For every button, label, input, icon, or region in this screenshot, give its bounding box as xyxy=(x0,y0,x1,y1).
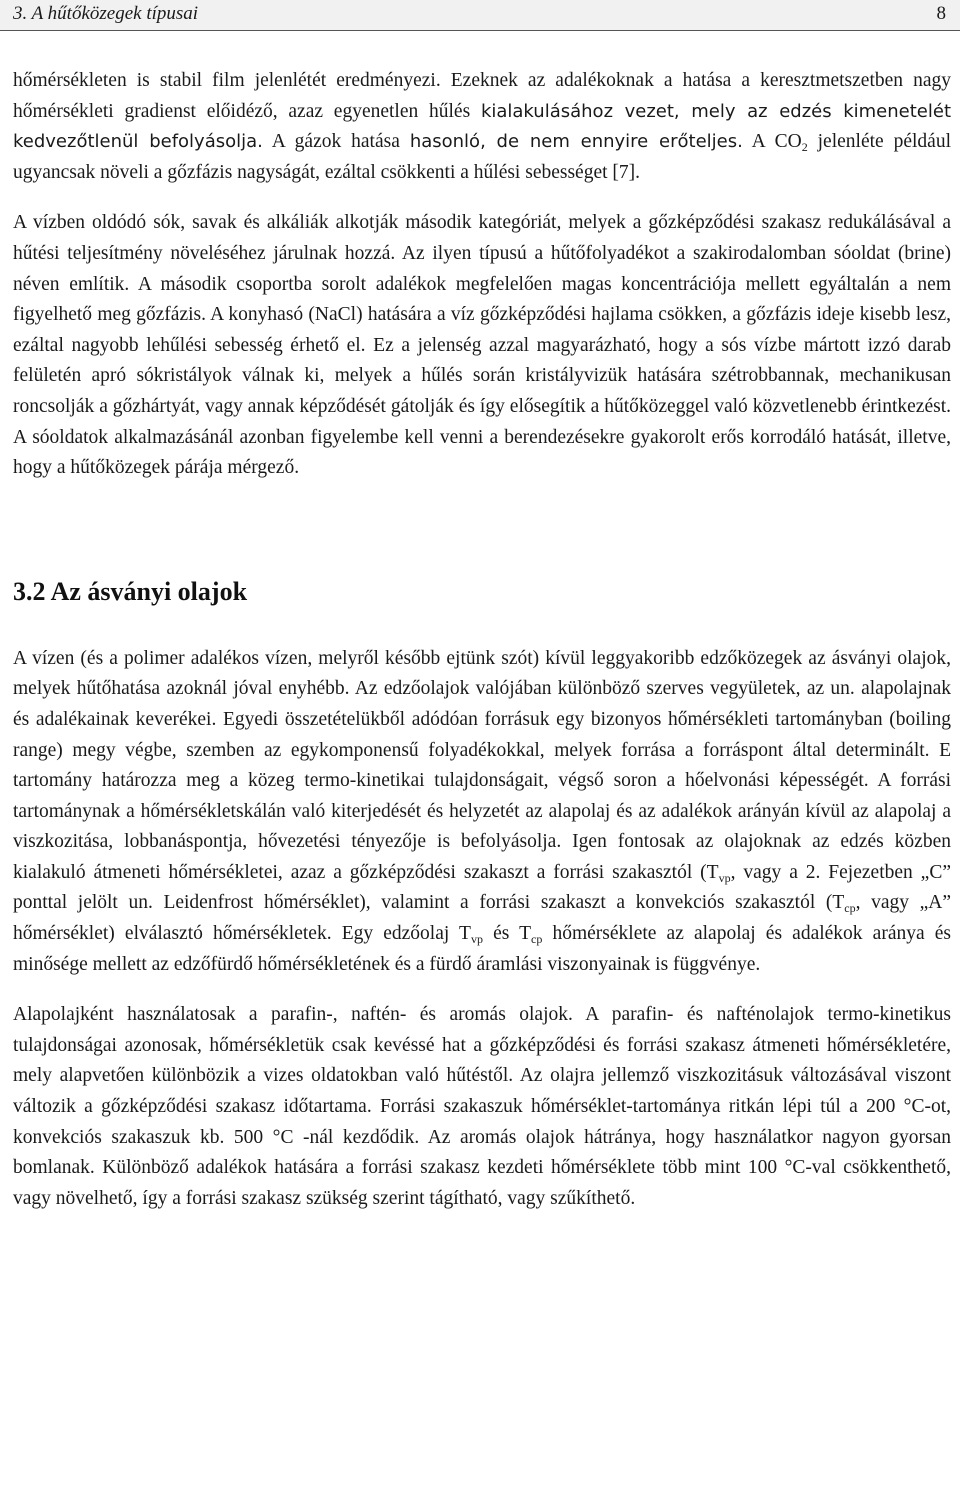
paragraph-3-part-3: , vagy „A” hőmérséklet) elválasztó hőmérsékletek. Egy edzőolaj T xyxy=(13,892,951,945)
paragraph-1-part-5: A CO xyxy=(742,131,802,153)
tvp-subscript-2: vp xyxy=(470,932,483,947)
paragraph-1-part-3: A gázok hatása xyxy=(262,131,410,153)
tcp-subscript-2: cp xyxy=(531,932,543,947)
tvp-subscript-1: vp xyxy=(718,870,731,885)
chapter-title: 3. A hűtőközegek típusai xyxy=(13,3,199,24)
paragraph-1-part-6: jelenléte például ugyancsak növeli a gőzfázis nagyságát, ezáltal csökkenti a hűlési sebességet [7]. xyxy=(13,131,951,183)
co2-subscript: 2 xyxy=(801,140,808,155)
paragraph-3-part-4: és T xyxy=(482,923,532,945)
paragraph-1 xyxy=(13,66,951,188)
paragraph-2: A vízben oldódó sók, savak és alkáliák alkotják második kategóriát, melyek a gőzképződési szakasz redukálásával a hűtési teljesítmény növeléséhez járulnak hozzá. Az ilyen típusú a hűtőfolyadékot a szakirodalomban sóoldat (brine) néven említik. A második csoportba sorolt adalékok megfelelően magas koncentrációja mellett egyáltalán a nem figyelhető meg gőzfázis. A konyhasó (NaCl) hatására a víz gőzképződési hajlama csökken, a gőzfázis ideje kisebb lesz, ezáltal nagyobb lehűlési sebesség érhető el. Ez a jelenség azzal magyarázható, hogy a sós vízbe mártott izzó darab felületén apró sókristályok válnak ki, melyek a hűlés során kristályvizük hatására szétrobbannak, mechanikusan roncsolják a gőzhártyát, vagy annak képződését gátolják és így elősegítik a hűtőközeggel való közvetlenebb érintkezést. A sóoldatok alkalmazásánál azonban figyelembe kell venni a berendezésekre gyakorolt erős korrodáló hatását, illetve, hogy a hűtőközegek párája mérgező. xyxy=(13,212,951,479)
document-body xyxy=(13,66,951,1214)
paragraph-3 xyxy=(13,644,951,981)
page-number: 8 xyxy=(936,3,946,24)
paragraph-3-part-2: , vagy a 2. Fejezetben „C” ponttal jelölt un. Leidenfrost hőmérséklet), valamint a forrási szakaszt a konvekciós szakasztól (T xyxy=(13,861,951,914)
paragraph-4: Alapolajként használatosak a parafin-, naftén- és aromás olajok. A parafin- és nafténolajok termo-kinetikus tulajdonságai azonosak, hőmérsékletük csak kevéssé hat a gőzképződési és forrási szakasz átmeneti hőmérsékletére, mely alapvetően különbözik a vizes oldatokban való hűtéstől. Az olajra jellemző viszkozitásuk változásával viszont változik a gőzképződési szakasz időtartama. Forrási szakaszuk hőmérséklet-tartománya ritkán lépi túl a 200 °C-ot, konvekciós szakaszuk kb. 500 °C -nál kezdődik. Az aromás olajok hátránya, hogy használatkor nagyon gyorsan bomlanak. Különböző adalékok hatására a forrási szakasz kezdeti hőmérséklete több mint 100 °C-val csökkenthető, vagy növelhető, így a forrási szakasz szükség szerint tágítható, vagy szűkíthető. xyxy=(13,1004,951,1209)
page-header xyxy=(0,0,960,31)
section-heading: 3.2 Az ásványi olajok xyxy=(13,576,248,606)
paragraph-1-part-1: hőmérsékleten is stabil film jelenlétét eredményezi. Ezeknek az adalékoknak a hatása a keresztmetszetben nagy hőmérsékleti gradienst előidéző, azaz egyenetlen hűlés xyxy=(13,70,951,122)
paragraph-1-part-4: hasonló, de nem ennyire erőteljes. xyxy=(409,131,743,153)
paragraph-3-part-1: A vízen (és a polimer adalékos vízen, melyről később ejtünk szót) kívül leggyakoribb edzőközegek az ásványi olajok, melyek hűtőhatása azoknál jóval enyhébb. Az edzőolajok valójában különböző szerves vegyületek, az un. alapolajnak és adalékainak keverékei. Egyedi összetételükből adódóan forrásuk egy bizonyos hőmérsékleti tartományban (boiling range) megy végbe, szemben az egykomponensű folyadékokkal, melyek forrása a forráspont által determinált. E tartomány határozza meg a közeg termo-kinetikai tulajdonságait, végső soron a hőelvonási képességét. A forrási tartománynak a hőmérsékletskálán való kiterjedését és helyzetét az alapolaj és az adalékok arányán kívül az alapolaj a viszkozitása, lobbanáspontja, hővezetési tényezője is befolyásolja. Igen fontosak az olajoknak az edzés közben kialakuló átmeneti hőmérsékletei, azaz a gőzképződési szakaszt a forrási szakasztól (T xyxy=(13,647,951,883)
paragraph-3-part-5: hőmérséklete az alapolaj és adalékok aránya és minősége mellett az edzőfürdő hőmérsékletének és a fürdő áramlási viszonyainak is függvénye. xyxy=(13,923,951,975)
paragraph-1-part-2: kialakulásához vezet, mely az edzés kimenetelét kedvezőtlenül befolyásolja. xyxy=(13,100,952,153)
tcp-subscript-1: cp xyxy=(844,901,856,916)
